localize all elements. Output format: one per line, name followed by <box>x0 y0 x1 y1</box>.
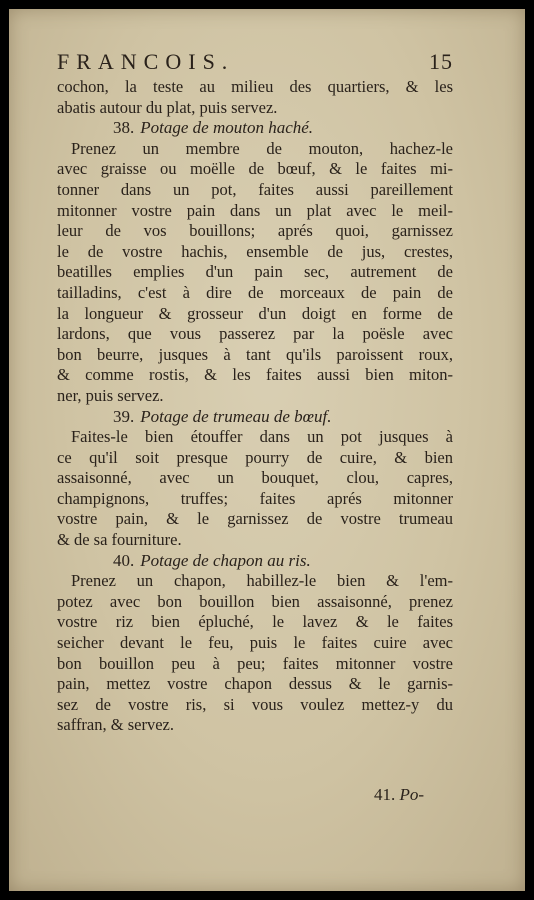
text-line: mitonner vostre pain dans un plat avec le meil- <box>57 200 453 220</box>
page-text <box>57 47 453 736</box>
recipe-number: 38. <box>113 118 135 138</box>
catchword-text: Po- <box>399 785 425 804</box>
text-line: leur de vos bouillons; aprés quoi, garnissez <box>57 221 453 241</box>
text-line: potez avec bon bouillon bien assaisonné, prenez <box>57 591 453 611</box>
text-line: sez de vostre ris, si vous voulez mettez-y du <box>57 694 453 714</box>
recipe-heading <box>113 118 453 139</box>
text-line: ner, puis servez. <box>57 385 164 405</box>
recipe-section <box>57 551 453 736</box>
book-page <box>9 9 525 891</box>
recipe-title: Potage de mouton haché. <box>140 118 314 138</box>
text-line: champignons, truffes; faites aprés mitonner <box>57 488 453 508</box>
recipe-number: 39. <box>113 406 135 426</box>
text-line: bon bouillon peu à peu; faites mitonner vostre <box>57 653 453 673</box>
catchword-number: 41. <box>374 785 396 804</box>
text-line: pain, mettez vostre chapon dessus & le garnis- <box>57 674 453 694</box>
text-line: bon beurre, jusques à tant qu'ils paroissent roux, <box>57 344 453 364</box>
recipe-section <box>57 407 453 551</box>
text-line: Prenez un membre de mouton, hachez-le <box>71 138 453 158</box>
page-number: 15 <box>429 49 453 74</box>
text-line: Faites-le bien étouffer dans un pot jusques à <box>71 427 453 447</box>
text-line: beatilles emplies d'un pain sec, autrement de <box>57 262 453 282</box>
text-line: le de vostre hachis, ensemble de jus, crestes, <box>57 241 453 261</box>
text-line: abatis autour du plat, puis servez. <box>57 97 278 117</box>
intro-paragraph <box>57 77 453 118</box>
text-line: & comme rostis, & les faites aussi bien miton- <box>57 365 453 385</box>
text-line: & de sa fourniture. <box>57 530 182 550</box>
text-line: Prenez un chapon, habillez-le bien & l'em- <box>71 571 453 591</box>
text-line: vostre riz bien épluché, le lavez & le faites <box>57 612 453 632</box>
text-line: lardons, que vous passerez par la poësle avec <box>57 324 453 344</box>
recipe-title: Potage de trumeau de bœuf. <box>140 406 332 426</box>
recipe-section <box>57 118 453 406</box>
text-line: seicher devant le feu, puis le faites cuire avec <box>57 633 453 653</box>
recipe-number: 40. <box>113 550 135 570</box>
text-line: assaisonné, avec un bouquet, clou, capres, <box>57 468 453 488</box>
catchword <box>374 785 424 805</box>
text-line: ce qu'il soit presque pourry de cuire, & bien <box>57 447 453 467</box>
text-line: vostre pain, & le garnissez de vostre trumeau <box>57 509 453 529</box>
text-line: tailladins, c'est à dire de morceaux de pain de <box>57 282 453 302</box>
running-header <box>57 47 453 77</box>
text-line: saffran, & servez. <box>57 715 174 735</box>
recipe-sections <box>57 118 453 736</box>
text-line: avec graisse ou moëlle de bœuf, & le faites mi- <box>57 159 453 179</box>
recipe-heading <box>113 551 453 572</box>
text-line: tonner dans un pot, faites aussi pareillement <box>57 179 453 199</box>
recipe-heading <box>113 407 453 428</box>
text-line: la longueur & grosseur d'un doigt en forme de <box>57 303 453 323</box>
recipe-title: Potage de chapon au ris. <box>140 550 311 570</box>
running-title: FRANCOIS. <box>57 49 235 74</box>
text-line: cochon, la teste au milieu des quartiers, & les <box>57 77 453 96</box>
